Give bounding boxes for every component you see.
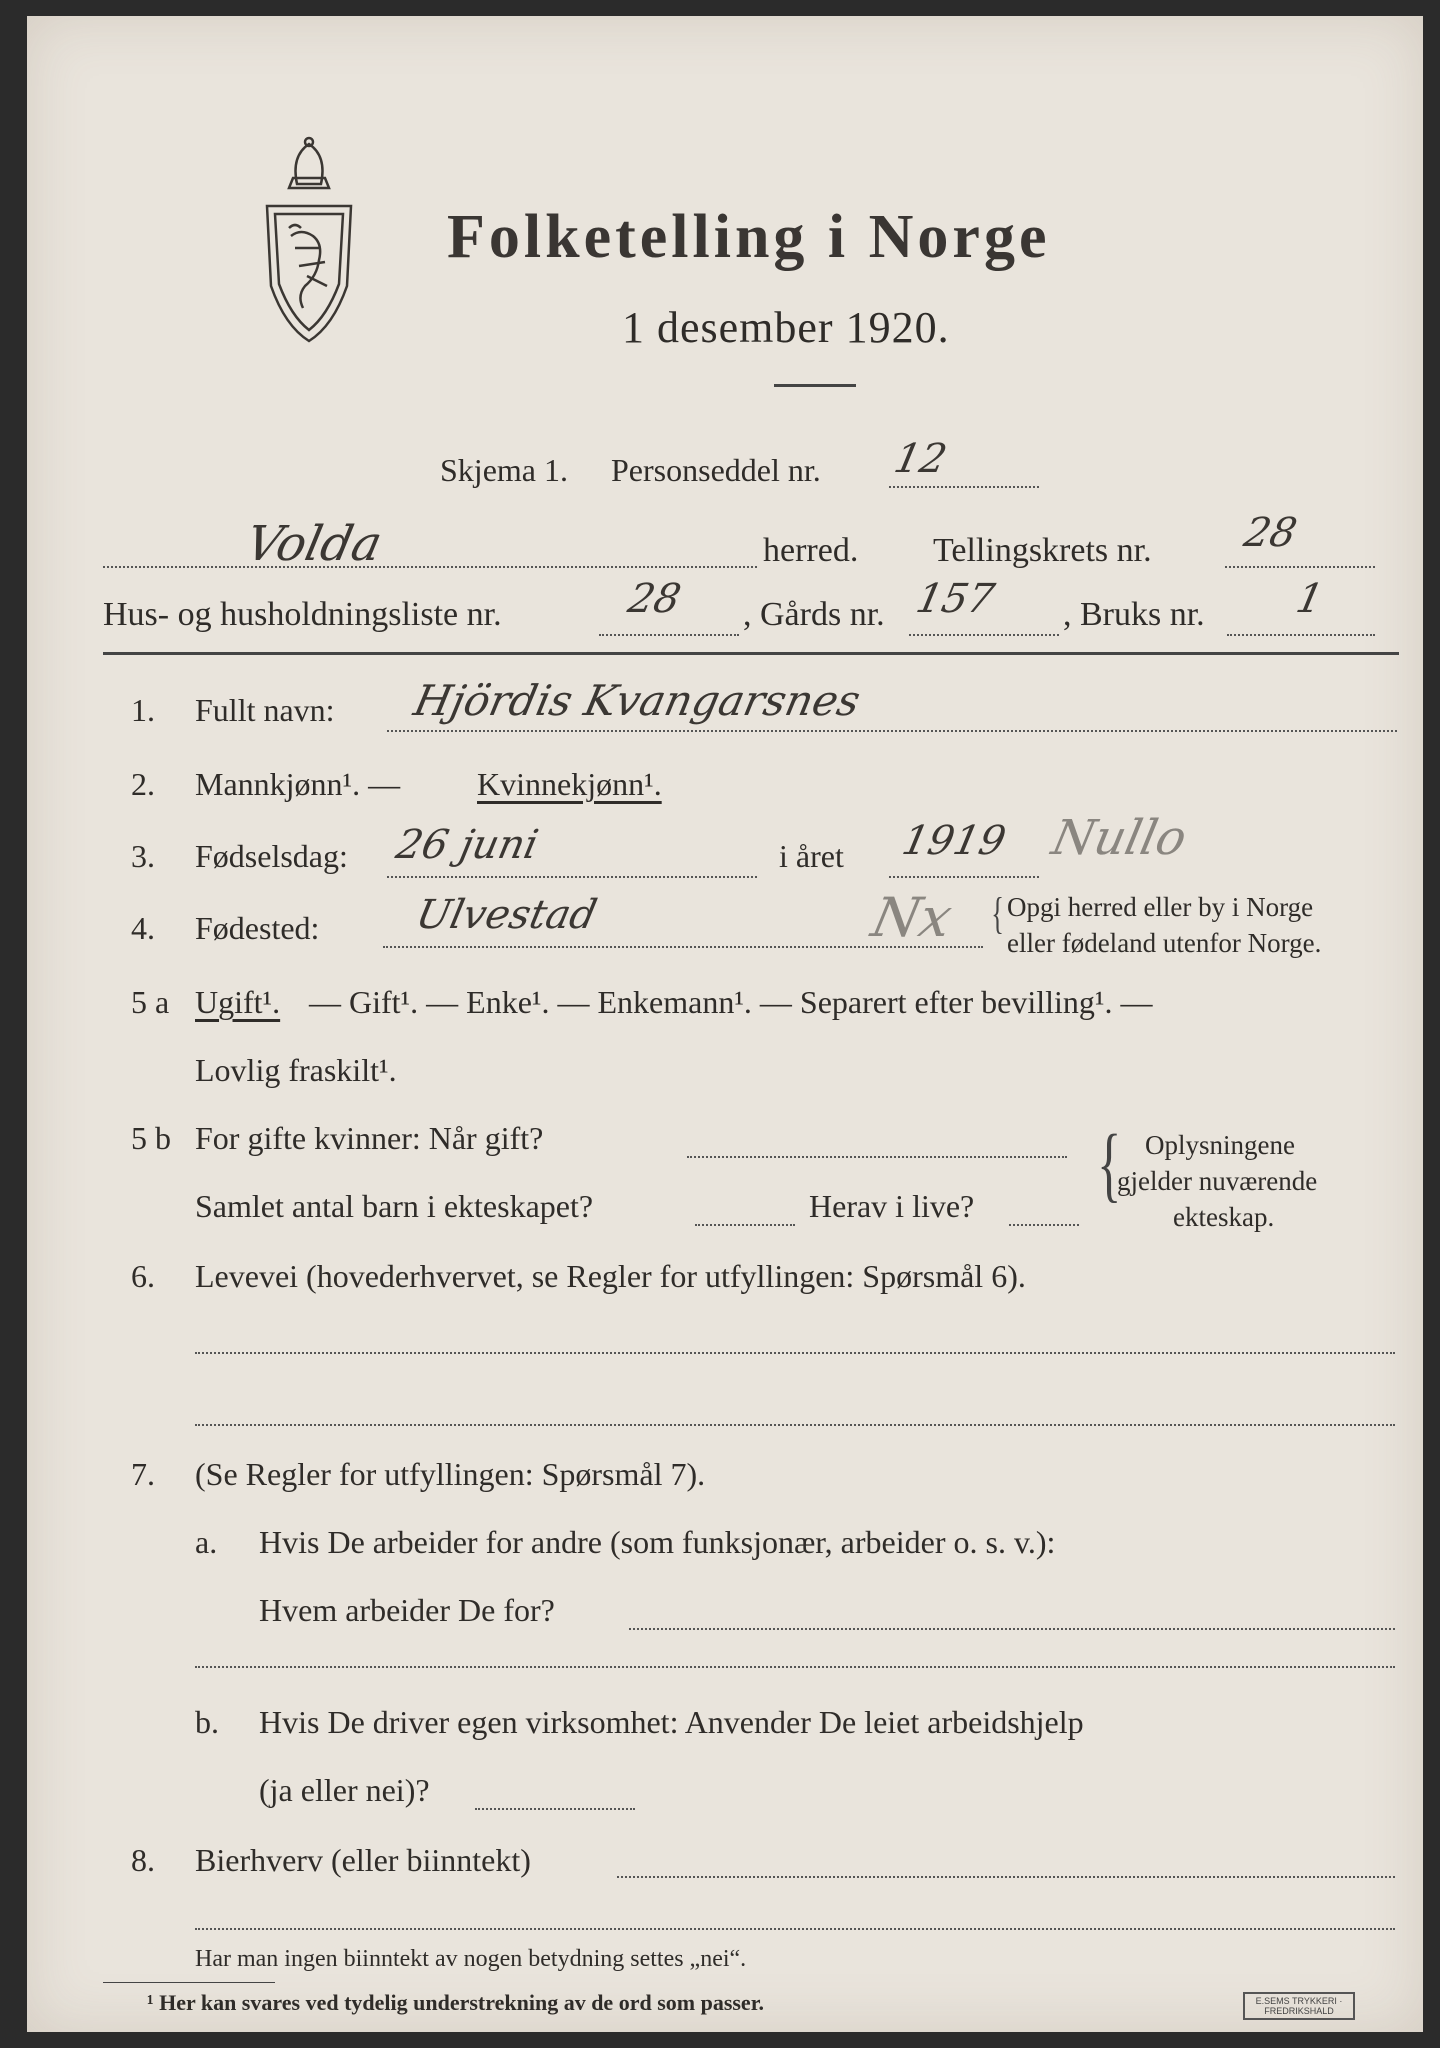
form-title: Folketelling i Norge — [447, 203, 1051, 271]
birth-year-label: i året — [779, 838, 844, 874]
birthday-value[interactable]: 26 juni — [392, 822, 543, 868]
occupation-field-2[interactable] — [195, 1424, 1395, 1426]
q4-label: Fødested: — [195, 910, 320, 946]
marriage-note-3: ekteskap. — [1173, 1202, 1275, 1232]
census-date: 1 desember 1920. — [622, 303, 950, 352]
herred-label: herred. — [763, 532, 859, 569]
children-total-label: Samlet antal barn i ekteskapet? — [195, 1188, 594, 1224]
note-brace: { — [1097, 1118, 1122, 1211]
q2-number: 2. — [131, 766, 155, 802]
tellingskrets-value[interactable]: 28 — [1240, 510, 1301, 556]
q7-number: 7. — [131, 1456, 155, 1492]
census-form-page — [27, 16, 1423, 2032]
q7a-line2: Hvem arbeider De for? — [259, 1592, 555, 1628]
footnote-rule — [103, 1982, 275, 1983]
q7-label: (Se Regler for utfyllingen: Spørsmål 7). — [195, 1456, 706, 1492]
person-number-label: Personseddel nr. — [611, 452, 821, 488]
full-name-field[interactable] — [387, 730, 1397, 732]
children-alive-label: Herav i live? — [809, 1188, 975, 1224]
q5b-number: 5 b — [131, 1120, 171, 1156]
status-fraskilt-option[interactable]: Lovlig fraskilt¹. — [195, 1052, 397, 1088]
q3-number: 3. — [131, 838, 155, 874]
husliste-field[interactable] — [599, 634, 739, 636]
q8-label: Bierhverv (eller biinntekt) — [195, 1842, 531, 1878]
bruks-field[interactable] — [1227, 634, 1375, 636]
annotation-pencil-2: Nx — [866, 886, 958, 949]
header-divider — [103, 652, 1399, 655]
married-when-label: For gifte kvinner: Når gift? — [195, 1120, 544, 1156]
q5a-number: 5 a — [131, 984, 170, 1020]
bruks-value[interactable]: 1 — [1292, 576, 1328, 622]
tellingskrets-label: Tellingskrets nr. — [933, 532, 1152, 569]
herred-value[interactable]: Volda — [241, 516, 387, 572]
side-income-note: Har man ingen biinntekt av nogen betydning settes „nei“. — [195, 1946, 747, 1972]
q7b-line2: (ja eller nei)? — [259, 1772, 430, 1808]
marriage-note-2: gjelder nuværende — [1117, 1166, 1318, 1196]
q1-number: 1. — [131, 692, 155, 728]
tellingskrets-field[interactable] — [1225, 566, 1375, 568]
q7a-letter: a. — [195, 1524, 218, 1560]
q8-number: 8. — [131, 1842, 155, 1878]
q3-label: Fødselsdag: — [195, 838, 348, 874]
husliste-value[interactable]: 28 — [624, 576, 685, 622]
hired-help-field[interactable] — [475, 1808, 635, 1810]
occupation-field-1[interactable] — [195, 1352, 1395, 1354]
q7b-line1: Hvis De driver egen virksomhet: Anvender De leiet arbeidshjelp — [259, 1704, 1084, 1740]
person-number-field[interactable] — [889, 486, 1039, 488]
q7a-line1: Hvis De arbeider for andre (som funksjonær, arbeider o. s. v.): — [259, 1524, 1056, 1560]
birth-year-value[interactable]: 1919 — [898, 818, 1010, 864]
children-alive-field[interactable] — [1009, 1224, 1079, 1226]
marital-status-options[interactable]: — Gift¹. — Enke¹. — Enkemann¹. — Separert efter bevilling¹. — — [309, 984, 1153, 1020]
side-income-field-1[interactable] — [617, 1876, 1395, 1878]
q6-number: 6. — [131, 1258, 155, 1294]
q4-number: 4. — [131, 910, 155, 946]
hint-brace: { — [991, 889, 1004, 938]
employer-field-1[interactable] — [629, 1628, 1395, 1630]
norwegian-coat-of-arms-icon — [261, 136, 357, 346]
title-divider — [774, 384, 856, 387]
q7b-letter: b. — [195, 1704, 219, 1740]
q6-label: Levevei (hovederhvervet, se Regler for utfyllingen: Spørsmål 6). — [195, 1258, 1026, 1294]
birthplace-hint-1: Opgi herred eller by i Norge — [1007, 892, 1314, 922]
husliste-label: Hus- og husholdningsliste nr. — [103, 596, 502, 633]
herred-field[interactable] — [103, 566, 757, 568]
annotation-pencil-1: Nullo — [1047, 810, 1192, 866]
sex-female-option[interactable]: Kvinnekjønn¹. — [477, 766, 662, 802]
married-when-field[interactable] — [687, 1156, 1067, 1158]
gards-value[interactable]: 157 — [912, 576, 999, 622]
schema-label: Skjema 1. — [440, 452, 568, 488]
sex-male-option[interactable]: Mannkjønn¹. — — [195, 766, 401, 802]
marriage-note-1: Oplysningene — [1145, 1130, 1295, 1160]
gards-label: , Gårds nr. — [743, 596, 885, 633]
full-name-value[interactable]: Hjördis Kvangarsnes — [409, 676, 865, 725]
printer-stamp: E.SEMS TRYKKERI · FREDRIKSHALD — [1243, 1992, 1355, 2020]
side-income-field-2[interactable] — [195, 1928, 1395, 1930]
employer-field-2[interactable] — [195, 1666, 1395, 1668]
status-ugift-option[interactable]: Ugift¹. — [195, 984, 281, 1020]
children-total-field[interactable] — [695, 1224, 795, 1226]
birthplace-hint-2: eller fødeland utenfor Norge. — [1007, 928, 1322, 958]
birth-year-field[interactable] — [889, 876, 1039, 878]
person-number-value[interactable]: 12 — [890, 436, 951, 482]
bruks-label: , Bruks nr. — [1063, 596, 1205, 633]
birthplace-value[interactable]: Ulvestad — [412, 892, 601, 938]
birthday-field[interactable] — [387, 876, 757, 878]
gards-field[interactable] — [909, 634, 1059, 636]
q1-label: Fullt navn: — [195, 692, 335, 728]
footnote: ¹ Her kan svares ved tydelig understrekning av de ord som passer. — [147, 1990, 764, 2015]
